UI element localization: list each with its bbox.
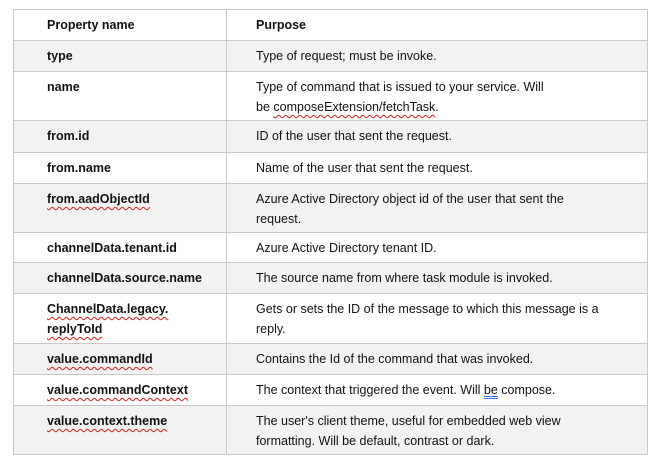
purpose-cell [227,406,648,455]
property-cell [14,72,227,121]
table-row [14,121,648,153]
purpose-text: Azure Active Directory object id of the user that sent the [256,192,564,206]
property-text: from.id [47,129,90,143]
property-cell [14,153,227,184]
purpose-cell [227,153,648,184]
header-property-name: Property name [14,10,227,41]
purpose-cell [227,121,648,153]
property-table [13,9,648,455]
spellcheck-flagged-text: from.aadObjectId [47,192,150,206]
property-cell [14,263,227,294]
purpose-text: Type of request; must be invoke. [256,49,437,63]
purpose-cell [227,263,648,294]
spellcheck-flagged-text: value.commandId [47,352,153,366]
spellcheck-flagged-text: composeExtension/fetchTask [273,100,436,114]
purpose-text: The context that triggered the event. Will [256,383,484,397]
table-row [14,72,648,121]
header-purpose: Purpose [227,10,648,41]
spellcheck-flagged-text: ChannelData.legacy. [47,302,169,316]
table-row [14,344,648,375]
purpose-text: Type of command that is issued to your service. Will [256,80,544,94]
property-cell [14,294,227,344]
property-cell [14,41,227,72]
property-text: channelData.source.name [47,271,202,285]
spellcheck-flagged-text: value.context.theme [47,414,168,428]
purpose-cell [227,233,648,263]
purpose-text: Name of the user that sent the request. [256,161,473,175]
property-text: from.name [47,161,111,175]
property-cell [14,344,227,375]
table-row [14,263,648,294]
purpose-cell [227,41,648,72]
table-row [14,233,648,263]
purpose-text: Contains the Id of the command that was invoked. [256,352,534,366]
property-cell [14,406,227,455]
property-text: type [47,49,73,63]
table-row [14,406,648,455]
spellcheck-flagged-text: value.commandContext [47,383,189,397]
purpose-cell [227,184,648,233]
purpose-text: compose. [497,383,556,397]
table-row [14,41,648,72]
purpose-text: formatting. Will be default, contrast or dark. [256,434,495,448]
purpose-text: be [256,100,274,114]
purpose-cell [227,344,648,375]
purpose-text: reply. [256,322,286,336]
purpose-text: request. [256,212,302,226]
property-cell [14,233,227,263]
purpose-text: The user's client theme, useful for embedded web view [256,414,561,428]
purpose-text: ID of the user that sent the request. [256,129,452,143]
property-cell [14,375,227,406]
purpose-text: . [435,100,439,114]
grammar-flagged-text: be [483,383,498,397]
property-text: channelData.tenant.id [47,241,177,255]
purpose-text: The source name from where task module is invoked. [256,271,553,285]
table-row [14,184,648,233]
table-row [14,153,648,184]
table-row [14,294,648,344]
table-row [14,375,648,406]
property-cell [14,121,227,153]
property-cell [14,184,227,233]
purpose-cell [227,72,648,121]
spellcheck-flagged-text: replyToId [47,322,103,336]
purpose-text: Azure Active Directory tenant ID. [256,241,437,255]
purpose-text: Gets or sets the ID of the message to which this message is a [256,302,599,316]
purpose-cell [227,375,648,406]
property-text: name [47,80,80,94]
table-header-row [14,10,648,41]
purpose-cell [227,294,648,344]
